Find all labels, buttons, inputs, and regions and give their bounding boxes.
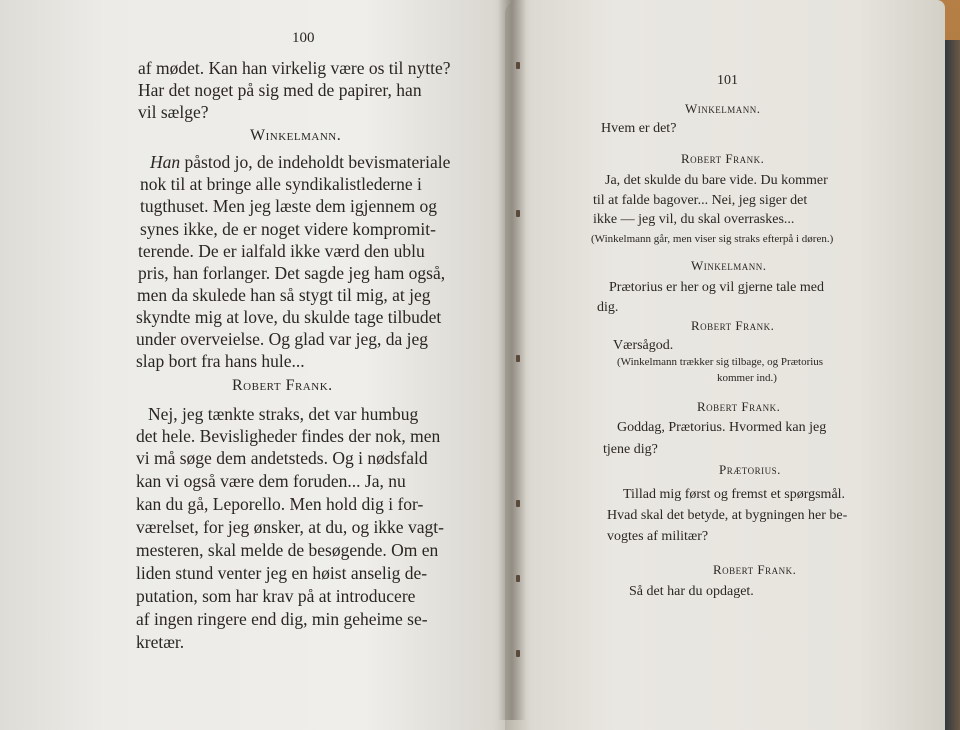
text-line: kretær. [136, 632, 185, 652]
binding-stitch [516, 355, 520, 362]
text-line: slap bort fra hans hule... [136, 351, 305, 371]
text-line: Prætorius er her og vil gjerne tale med [609, 280, 824, 295]
binding-stitch [516, 210, 520, 217]
right-page [505, 0, 945, 730]
text-line: men da skulede han så stygt til mig, at jeg [137, 285, 431, 305]
speaker-name: Prætorius. [719, 462, 781, 477]
stage-direction: (Winkelmann går, men viser sig straks efterpå i døren.) [591, 233, 834, 245]
stage-direction: kommer ind.) [717, 372, 777, 384]
book-gutter [498, 0, 526, 720]
page-number: 100 [292, 30, 315, 46]
speaker-name: Robert Frank. [713, 562, 797, 577]
text-line: vogtes af militær? [607, 529, 709, 544]
text-line: dig. [597, 300, 619, 315]
speaker-name: Winkelmann. [250, 127, 342, 144]
binding-stitch [516, 650, 520, 657]
binding-stitch [516, 575, 520, 582]
text-line: under overveielse. Og glad var jeg, da jeg [136, 329, 429, 349]
text-line: terende. De er ialfald ikke værd den ublu [138, 241, 425, 261]
text-line: af mødet. Kan han virkelig være os til nytte? [138, 58, 451, 78]
text-line: Har det noget på sig med de papirer, han [138, 80, 422, 100]
speaker-name: Robert Frank. [691, 318, 775, 333]
text-line: af ingen ringere end dig, min geheime se- [136, 609, 428, 629]
text-line: tugthuset. Men jeg læste dem igjennem og [140, 196, 437, 216]
text-line: synes ikke, de er noget videre kompromit- [140, 219, 436, 239]
text-line: Værsågod. [613, 338, 674, 353]
text-line: kan vi også være dem foruden... Ja, nu [136, 471, 406, 491]
text-line: vil sælge? [138, 102, 209, 122]
text-line: Hvad skal det betyde, at bygningen her be- [607, 508, 848, 523]
text-line: Nej, jeg tænkte straks, det var humbug [148, 404, 419, 424]
text-line: tjene dig? [603, 442, 658, 457]
page-number: 101 [717, 73, 738, 88]
text-line: Goddag, Prætorius. Hvormed kan jeg [617, 420, 827, 435]
text-line: pris, han forlanger. Det sagde jeg ham også, [138, 263, 446, 283]
text-line: Tillad mig først og fremst et spørgsmål. [623, 487, 846, 502]
italic-word: Han [150, 152, 181, 172]
text-line: det hele. Bevisligheder findes der nok, men [136, 426, 441, 446]
text-line: kan du gå, Leporello. Men hold dig i for- [136, 494, 424, 514]
text-line: liden stund venter jeg en høist anselig de- [136, 563, 428, 583]
text-line: værelset, for jeg ønsker, at du, og ikke vagt- [136, 517, 444, 537]
speaker-name: Robert Frank. [697, 399, 781, 414]
speaker-name: Winkelmann. [685, 101, 761, 116]
text-line: mesteren, skal melde de besøgende. Om en [136, 540, 439, 560]
text-line: putation, som har krav på at introducere [136, 586, 416, 606]
text-line: Hvem er det? [601, 121, 677, 136]
text-line: Så det har du opdaget. [629, 584, 754, 599]
binding-stitch [516, 500, 520, 507]
text-line: Ja, det skulde du bare vide. Du kommer [605, 173, 828, 188]
speaker-name: Robert Frank. [232, 377, 333, 394]
text-line [150, 152, 450, 173]
text-span: påstod jo, de indeholdt bevismateriale [180, 152, 451, 172]
speaker-name: Winkelmann. [691, 258, 767, 273]
text-line: ikke — jeg vil, du skal overraskes... [593, 212, 795, 227]
binding-stitch [516, 62, 520, 69]
text-line: vi må søge dem andetsteds. Og i nødsfald [136, 448, 428, 468]
text-line: skyndte mig at love, du skulde tage tilbudet [136, 307, 442, 327]
text-line: nok til at bringe alle syndikalistlederne i [140, 174, 422, 194]
text-line: til at falde bagover... Nei, jeg siger det [593, 193, 808, 208]
stage-direction: (Winkelmann trækker sig tilbage, og Prætorius [617, 356, 824, 368]
speaker-name: Robert Frank. [681, 151, 765, 166]
